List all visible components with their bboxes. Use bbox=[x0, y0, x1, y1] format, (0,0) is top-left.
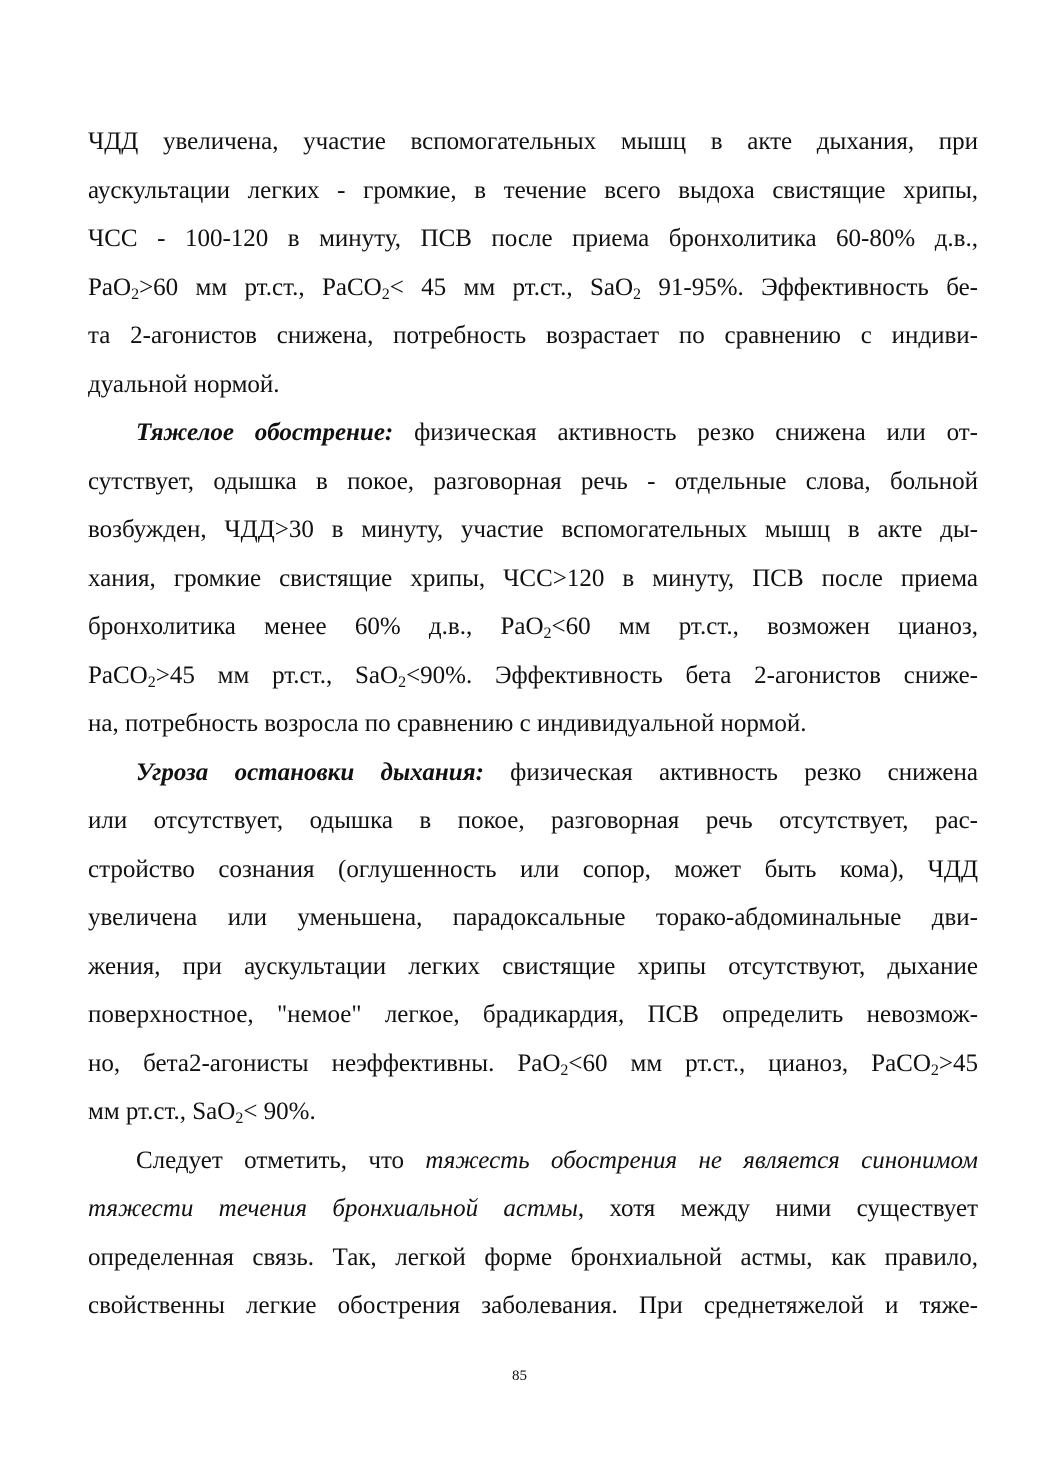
paragraph-moderate-exacerbation-continued bbox=[88, 118, 978, 409]
paragraph-respiratory-arrest-threat bbox=[88, 749, 978, 1137]
subscript: 2 bbox=[543, 625, 552, 642]
subscript: 2 bbox=[131, 285, 140, 303]
text-line: та 2-агонистов снижена, потребность возрастает по сравнению с индиви- bbox=[88, 322, 978, 349]
text-line: или отсутствует, одышка в покое, разговорная речь отсутствует, рас- bbox=[88, 807, 978, 834]
text-line: дуальной нормой. bbox=[88, 370, 280, 398]
text-line: определенная связь. Так, легкой форме бронхиальной астмы, как правило, bbox=[88, 1243, 978, 1271]
text-fragment: <60 мм рт.ст., цианоз, PaCO bbox=[568, 1049, 931, 1077]
text-line: свойственны легкие обострения заболевания. При среднетяжелой и тяже- bbox=[88, 1292, 978, 1319]
text-fragment: физическая активность резко снижена или от- bbox=[393, 419, 978, 446]
text-fragment: физическая активность резко снижена bbox=[483, 758, 978, 786]
text-fragment: бронхолитика менее 60% д.в., PaO bbox=[88, 613, 544, 640]
paragraph-heading: Угроза остановки дыхания: bbox=[136, 758, 484, 786]
text-fragment: , хотя между ними существует bbox=[577, 1195, 978, 1222]
text-line: жения, при аускультации легких свистящие хрипы отсутствуют, дыхание bbox=[88, 952, 978, 980]
subscript: 2 bbox=[398, 673, 407, 691]
text-line bbox=[88, 1088, 978, 1137]
text-line bbox=[88, 652, 978, 701]
text-line: стройство сознания (оглушенность или сопор, может быть кома), ЧДД bbox=[88, 855, 978, 883]
text-line bbox=[88, 749, 978, 798]
text-fragment: < 90%. bbox=[243, 1098, 316, 1125]
text-line bbox=[88, 409, 978, 458]
text-fragment: <60 мм рт.ст., возможен цианоз, bbox=[551, 613, 978, 640]
text-line: ЧСС - 100-120 в минуту, ПСВ после приема бронхолитика 60-80% д.в., bbox=[88, 225, 978, 252]
subscript: 2 bbox=[147, 673, 156, 691]
text-fragment: <90%. Эффективность бета 2-агонистов сниже- bbox=[406, 661, 978, 689]
text-line: на, потребность возросла по сравнению с индивидуальной нормой. bbox=[88, 710, 807, 737]
italic-emphasis: тяжесть обострения не является синонимом bbox=[425, 1146, 978, 1174]
subscript: 2 bbox=[930, 1061, 939, 1079]
text-line: увеличена или уменьшена, парадоксальные торако-абдоминальные дви- bbox=[88, 904, 978, 931]
text-fragment: >45 bbox=[938, 1049, 979, 1077]
text-fragment: >45 мм рт.ст., SaO bbox=[155, 661, 399, 689]
subscript: 2 bbox=[560, 1061, 569, 1079]
text-line bbox=[88, 1185, 978, 1234]
subscript: 2 bbox=[235, 1110, 244, 1127]
text-fragment: мм рт.ст., SaO bbox=[88, 1098, 236, 1125]
paragraph-severity-note bbox=[88, 1137, 978, 1331]
document-page bbox=[88, 118, 978, 1331]
text-fragment: PaO bbox=[88, 273, 132, 301]
text-line bbox=[88, 264, 978, 313]
text-line: аускультации легких - громкие, в течение всего выдоха свистящие хрипы, bbox=[88, 176, 978, 204]
text-line bbox=[88, 1137, 978, 1186]
text-line: поверхностное, "немое" легкое, брадикардия, ПСВ определить невозмож- bbox=[88, 1001, 978, 1028]
text-fragment: < 45 мм рт.ст., SaO bbox=[389, 273, 634, 301]
italic-emphasis: тяжести течения бронхиальной астмы bbox=[88, 1195, 578, 1222]
text-fragment: 91-95%. Эффективность бе- bbox=[641, 273, 979, 301]
page-number: 85 bbox=[512, 1368, 527, 1384]
text-fragment: >60 мм рт.ст., PaCO bbox=[139, 273, 382, 301]
text-line: хания, громкие свистящие хрипы, ЧСС>120 в минуту, ПСВ после приема bbox=[88, 564, 978, 592]
text-line bbox=[88, 603, 978, 652]
text-line: возбужден, ЧДД>30 в минуту, участие вспомогательных мышц в акте ды- bbox=[88, 516, 978, 543]
text-line bbox=[88, 1040, 978, 1089]
subscript: 2 bbox=[381, 285, 390, 303]
subscript: 2 bbox=[633, 285, 642, 303]
text-line: ЧДД увеличена, участие вспомогательных мышц в акте дыхания, при bbox=[88, 128, 978, 155]
text-fragment: но, бета2-агонисты неэффективны. PaO bbox=[88, 1049, 561, 1077]
text-fragment: PaCO bbox=[88, 661, 148, 689]
paragraph-heading: Тяжелое обострение: bbox=[136, 419, 394, 446]
text-line: сутствует, одышка в покое, разговорная речь - отдельные слова, больной bbox=[88, 467, 978, 495]
paragraph-severe-exacerbation bbox=[88, 409, 978, 749]
text-fragment: Следует отметить, что bbox=[136, 1146, 426, 1174]
